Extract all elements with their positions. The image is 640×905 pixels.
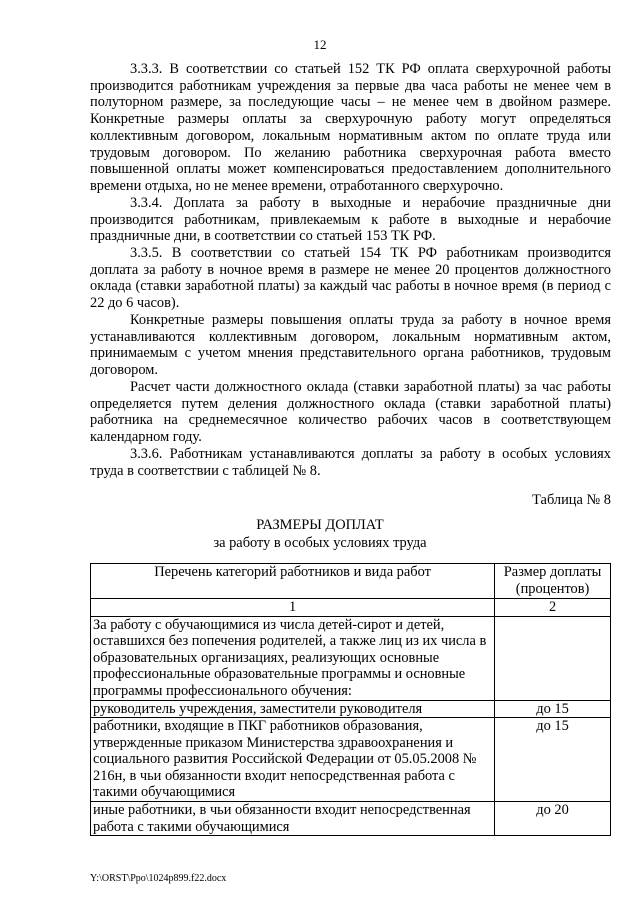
column-number-1: 1 [91,599,495,617]
header-categories: Перечень категорий работников и вида работ [91,564,495,599]
allowances-table [90,563,611,836]
row-percent: до 15 [495,718,611,802]
header-percent: Размер доплаты (процентов) [495,564,611,599]
row-category: работники, входящие в ПКГ работников образования, утвержденные приказом Министерства здравоохранения и социального развития Российской Федерации от 05.05.2008 № 216н, в чьи обязанности входит непосредственная работа с такими обучающимися [91,718,495,802]
row-category: За работу с обучающимися из числа детей-сирот и детей, оставшихся без попечения родителей, а также лиц из их числа в образовательных организациях, реализующих основные профессиональные образовательные программы и основные программы профессионального обучения: [91,616,495,700]
table-title: РАЗМЕРЫ ДОПЛАТ [256,517,384,533]
paragraph-hour-calc: Расчет части должностного оклада (ставки заработной платы) за час работы определяется путем деления должностного оклада (ставки заработной платы) работника на среднемесячное количество рабочих часов в соответствующем календарном году. [90,379,611,446]
paragraph-3-3-5: 3.3.5. В соответствии со статьей 154 ТК РФ работникам производится доплата за работу в ночное время в размере не менее 20 процентов должностного оклада (ставки заработной платы) за каждый час работы в ночное время (в период с 22 до 6 часов). [90,245,611,312]
table-subtitle: за работу в особых условиях труда [213,535,427,551]
paragraph-3-3-3: 3.3.3. В соответствии со статьей 152 ТК РФ оплата сверхурочной работы производится работникам учреждения за первые два часа работы не менее чем в полуторном размере, за последующие часы – не менее чем в двойном размере. Конкретные размеры оплаты за сверхурочную работу могут определяться коллективным договором, локальным нормативным актом по оплате труда или трудовым договором. По желанию работника сверхурочная работа вместо повышенной оплаты может компенсироваться предоставлением дополнительного времени отдыха, но не менее времени, отработанного сверхурочно. [90,61,611,194]
table-row [91,616,611,700]
row-percent [495,616,611,700]
table-label: Таблица № 8 [532,492,611,508]
footer-file-path: Y:\ORST\Ppo\1024p899.f22.docx [90,873,227,884]
table-header-row [91,564,611,599]
table-number-row [91,599,611,617]
row-category: иные работники, в чьи обязанности входит непосредственная работа с такими обучающимися [91,802,495,836]
row-percent: до 15 [495,700,611,718]
paragraph-night-work: Конкретные размеры повышения оплаты труда за работу в ночное время устанавливаются коллективным договором, локальным нормативным актом, принимаемым с учетом мнения представительного органа работников, трудовым договором. [90,312,611,379]
column-number-2: 2 [495,599,611,617]
paragraph-3-3-4: 3.3.4. Доплата за работу в выходные и нерабочие праздничные дни производится работникам, привлекаемым к работе в выходные и нерабочие праздничные дни, в соответствии со статьей 153 ТК РФ. [90,195,611,245]
page-number: 12 [313,37,327,52]
table-row [91,802,611,836]
paragraph-3-3-6: 3.3.6. Работникам устанавливаются доплаты за работу в особых условиях труда в соответствии с таблицей № 8. [90,446,611,479]
table-row [91,718,611,802]
row-category: руководитель учреждения, заместители руководителя [91,700,495,718]
table-row [91,700,611,718]
row-percent: до 20 [495,802,611,836]
